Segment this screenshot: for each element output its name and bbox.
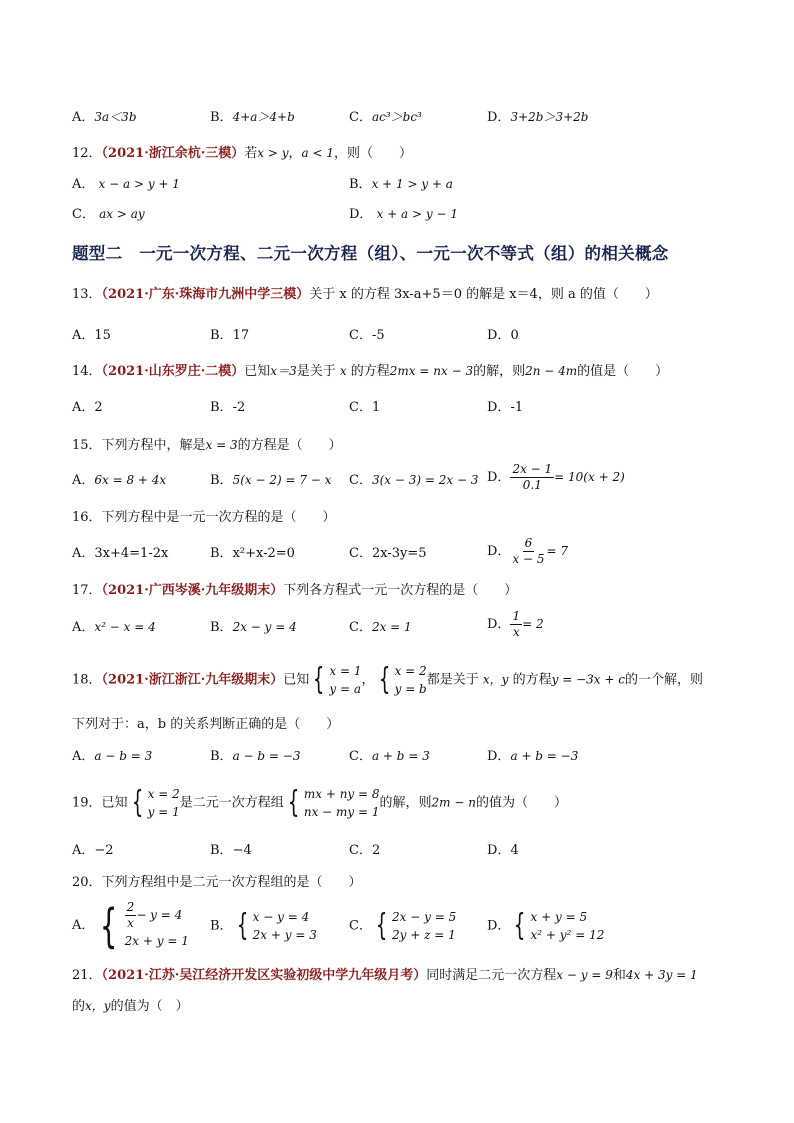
math-expr: x − y = 9: [556, 968, 613, 982]
equation-system: [375, 662, 427, 698]
q20-option-b[interactable]: [210, 908, 317, 944]
option-text: 6x = 8 + 4x: [94, 473, 167, 487]
question-number: 16．: [72, 510, 102, 525]
option-text: 5(x − 2) = 7 − x: [232, 473, 332, 487]
brace: {: [313, 662, 325, 697]
stem-text: 的值为（ ）: [110, 999, 189, 1014]
stem-text: 同时满足二元一次方程: [426, 968, 557, 983]
q12-option-d[interactable]: [349, 204, 458, 225]
option-text: ax > ay: [99, 207, 145, 221]
stem-text: 下列方程中是一元一次方程的是（ ）: [101, 510, 336, 525]
q19-option-d[interactable]: [487, 841, 519, 861]
q21-stem: [72, 965, 698, 986]
system-row: x = 1: [329, 664, 362, 678]
q16-option-d[interactable]: [487, 536, 568, 567]
fraction-numerator: 1: [512, 609, 521, 623]
stem-text: 已知: [101, 795, 128, 811]
stem-text: 下列方程组中是二元一次方程组的是（ ）: [101, 875, 362, 890]
option-label: D．: [487, 843, 511, 858]
option-label: C．: [349, 473, 372, 488]
q19-option-a[interactable]: [72, 841, 114, 861]
option-text: 2x-3y=5: [371, 546, 427, 561]
brace: {: [287, 785, 300, 820]
option-text: a − b = 3: [94, 749, 153, 763]
section-title: 题型二 一元一次方程、二元一次方程（组）、一元一次不等式（组）的相关概念: [72, 244, 669, 263]
q19-option-b[interactable]: [210, 841, 252, 861]
q18-stem-line2: 下列对于：a，b 的关系判断正确的是（ ）: [72, 717, 340, 732]
system-row: y = a: [329, 682, 362, 696]
stem-text: ，: [361, 672, 375, 688]
q19-stem: [72, 785, 567, 821]
q18-option-c[interactable]: [349, 746, 430, 767]
system-row: 2x + y = 1: [124, 934, 189, 948]
q13-option-a[interactable]: [72, 326, 111, 346]
q16-option-c[interactable]: [349, 544, 427, 564]
brace: {: [131, 785, 143, 820]
fraction: [510, 609, 522, 640]
option-label: D．: [487, 544, 511, 559]
option-label: D．: [487, 617, 511, 632]
q14-option-b[interactable]: [210, 398, 245, 418]
option-text: 2x = 1: [371, 620, 412, 634]
stem-text: 的方程: [350, 364, 390, 379]
brace: {: [100, 898, 118, 953]
option-label: A．: [72, 110, 95, 125]
question-number: 18．: [72, 672, 102, 688]
option-text: x + 1 > y + a: [371, 177, 453, 191]
option-label: A．: [72, 918, 95, 933]
option-text: 3x+4=1-2x: [94, 546, 169, 561]
q15-option-d[interactable]: [487, 462, 625, 493]
math-expr: y = −3x + c: [551, 672, 625, 687]
option-label: A．: [72, 546, 95, 561]
stem-text: 已知: [283, 672, 310, 688]
q18-option-d[interactable]: [487, 746, 578, 767]
equation-system: [284, 785, 380, 821]
question-number: 12．: [72, 146, 102, 161]
math-expr: x，y: [85, 999, 111, 1013]
option-label: A．: [72, 328, 95, 343]
q15-option-c[interactable]: [349, 470, 478, 491]
q15-stem: [72, 435, 342, 456]
q12-option-b[interactable]: [349, 174, 453, 195]
q12-stem: [72, 143, 412, 164]
stem-text: 已知: [244, 364, 271, 379]
option-text: 0: [510, 328, 519, 343]
fraction-numerator: 2: [126, 900, 135, 914]
q21-stem-line2: [72, 996, 189, 1017]
equation-system: [233, 908, 317, 944]
question-number: 19．: [72, 795, 102, 811]
option-label: A．: [72, 620, 95, 635]
option-label: B．: [210, 546, 233, 561]
option-label: A．: [72, 749, 95, 764]
math-expr: 4x + 3y = 1: [625, 968, 698, 982]
question-source: （2021·广西岑溪·九年级期末）: [101, 583, 284, 598]
option-text: a + b = 3: [371, 749, 430, 763]
question-source: （2021·江苏·吴江经济开发区实验初级中学九年级月考）: [101, 968, 427, 983]
option-text: x² − x = 4: [94, 620, 156, 634]
system-row: 2y + z = 1: [392, 928, 456, 942]
option-text: = 10(x + 2): [554, 470, 625, 484]
option-text: 2: [371, 843, 381, 858]
stem-text: 的解，则: [473, 364, 526, 379]
equation-system: [372, 908, 456, 944]
option-text: -2: [232, 400, 246, 415]
option-label: D．: [487, 328, 511, 343]
option-label: D．: [487, 470, 511, 485]
q16-option-b[interactable]: [210, 544, 295, 564]
question-source: （2021·山东罗庄·二模）: [101, 364, 245, 379]
option-label: C．: [349, 546, 372, 561]
system-row: x = 2: [394, 664, 427, 678]
system-row: x² + y² = 12: [530, 928, 605, 942]
option-text: 3a＜3b: [94, 110, 137, 124]
system-row: 2x + y = 3: [252, 928, 317, 942]
q14-stem: [72, 361, 668, 382]
q18-option-a[interactable]: [72, 746, 152, 767]
question-number: 20．: [72, 875, 102, 890]
math-expr: x，y: [482, 672, 509, 687]
option-text: 2: [94, 400, 103, 415]
fraction-denominator: x: [512, 625, 520, 639]
stem-text: 的解，则: [379, 795, 432, 811]
fraction-denominator: x: [127, 916, 134, 930]
option-label: B．: [210, 620, 233, 635]
option-text: 3(x − 3) = 2x − 3: [371, 473, 479, 487]
option-text: 15: [94, 328, 111, 343]
option-label: B．: [210, 400, 233, 415]
system-row: x = 2: [147, 787, 180, 801]
q14-option-d[interactable]: [487, 398, 523, 418]
option-label: D．: [487, 918, 511, 934]
option-label: B．: [210, 110, 233, 125]
option-label: B．: [210, 918, 233, 934]
system-row: [125, 900, 189, 931]
q13-option-d[interactable]: [487, 326, 519, 346]
stem-text: 和: [612, 968, 626, 983]
option-text: 1: [371, 400, 381, 415]
stem-text: 下列各方程式一元一次方程的是（ ）: [283, 583, 518, 598]
q17-option-a[interactable]: [72, 617, 156, 638]
option-text: -5: [371, 328, 385, 343]
fraction-numerator: 2x − 1: [512, 462, 553, 476]
option-label: B．: [210, 473, 233, 488]
option-text: 2x − y = 4: [232, 620, 297, 634]
stem-text: 下列方程中，解是: [101, 438, 206, 453]
equation-system: [309, 662, 361, 698]
option-text: x − a > y + 1: [98, 177, 180, 191]
q17-option-c[interactable]: [349, 617, 412, 638]
option-label: D．: [349, 207, 373, 222]
q17-option-d[interactable]: [487, 609, 544, 640]
stem-text: ，则（ ）: [334, 146, 413, 161]
equation-system: [128, 785, 180, 821]
stem-text: 的一个解，则: [624, 672, 703, 688]
stem-text: 的方程是（ ）: [237, 438, 342, 453]
q14-option-a[interactable]: [72, 398, 103, 418]
option-label: B．: [210, 749, 233, 764]
q16-option-a[interactable]: [72, 544, 168, 564]
system-row: x − y = 4: [252, 910, 310, 924]
q13-option-b[interactable]: [210, 326, 249, 346]
q15-option-b[interactable]: [210, 470, 331, 491]
option-label: A．: [72, 473, 95, 488]
system-row: mx + ny = 8: [303, 787, 380, 801]
math-expr: x＝3: [270, 364, 297, 378]
q13-stem: [72, 285, 658, 305]
q12-option-a[interactable]: [72, 174, 180, 195]
q11-option-b[interactable]: [210, 107, 295, 128]
stem-text: 是二元一次方程组: [179, 795, 284, 811]
option-text: x + a > y − 1: [376, 207, 458, 221]
q19-option-c[interactable]: [349, 841, 380, 861]
q20-stem: [72, 873, 362, 893]
equation-system: [94, 900, 188, 951]
math-expr: a < 1: [301, 146, 335, 160]
option-text: = 7: [546, 544, 569, 558]
option-label: C．: [349, 843, 372, 858]
option-label: A．: [72, 843, 95, 858]
option-text: a − b = −3: [232, 749, 301, 763]
option-label: B．: [210, 843, 233, 858]
option-label: C．: [349, 749, 372, 764]
option-label: C．: [349, 620, 372, 635]
option-label: C．: [349, 918, 372, 934]
fraction-denominator: 0.1: [522, 478, 542, 492]
stem-text: 若: [244, 146, 258, 161]
q11-option-d[interactable]: [487, 107, 588, 128]
option-text: = 2: [522, 617, 544, 631]
fraction-denominator: x − 5: [512, 552, 545, 566]
question-number: 13．: [72, 287, 102, 302]
q18-option-b[interactable]: [210, 746, 300, 767]
fraction-numerator: 6: [524, 536, 533, 550]
system-row: 2x − y = 5: [392, 910, 457, 924]
system-row: y = 1: [147, 805, 180, 819]
math-expr: x > y: [257, 146, 289, 160]
brace: {: [378, 662, 390, 697]
stem-text: 关于 x 的方程 3x-a+5＝0 的解是 x＝4，则 a 的值（ ）: [309, 287, 658, 302]
question-number: 15．: [72, 438, 102, 453]
stem-text: 是关于: [296, 364, 336, 379]
question-number: 21．: [72, 968, 102, 983]
q20-option-a[interactable]: [72, 900, 189, 951]
q16-stem: [72, 508, 336, 528]
q18-stem: [72, 662, 703, 698]
option-text: 3+2b＞3+2b: [510, 110, 589, 124]
option-label: D．: [487, 749, 511, 764]
option-text: -1: [510, 400, 524, 415]
fraction: [510, 462, 554, 493]
brace: {: [375, 908, 388, 943]
option-label: B．: [349, 177, 372, 192]
stem-text: ，: [288, 146, 302, 161]
option-text: 4: [510, 843, 519, 858]
brace: {: [514, 908, 526, 943]
option-label: B．: [210, 328, 233, 343]
stem-text: 的值为（ ）: [475, 795, 567, 811]
q14-option-c[interactable]: [349, 398, 380, 418]
system-row-text: − y = 4: [136, 908, 183, 922]
q20-option-c[interactable]: [349, 908, 456, 944]
option-text: x²+x-2=0: [232, 546, 295, 561]
math-expr: 2m − n: [431, 795, 476, 810]
fraction: [125, 900, 137, 931]
option-text: a + b = −3: [510, 749, 579, 763]
math-expr: 2n − 4m: [525, 364, 578, 378]
math-expr: x: [339, 364, 347, 378]
q13-option-c[interactable]: [349, 326, 385, 346]
option-label: C．: [72, 207, 95, 222]
option-label: A．: [72, 177, 95, 192]
option-text: −4: [232, 843, 252, 858]
option-text: −2: [94, 843, 114, 858]
q12-option-c[interactable]: [72, 204, 145, 225]
option-label: C．: [349, 400, 372, 415]
option-label: C．: [349, 110, 372, 125]
option-text: 17: [232, 328, 250, 343]
option-text: 4+a＞4+b: [232, 110, 295, 124]
option-label: A．: [72, 400, 95, 415]
brace: {: [236, 908, 248, 943]
system-row: y = b: [394, 682, 427, 696]
option-label: C．: [349, 328, 372, 343]
q17-stem: [72, 581, 517, 601]
q11-option-a[interactable]: [72, 107, 137, 128]
question-source: （2021·广东·珠海市九洲中学三模）: [101, 287, 310, 302]
math-expr: 2mx = nx − 3: [389, 364, 474, 378]
question-number: 14．: [72, 364, 102, 379]
system-row: x + y = 5: [530, 910, 588, 924]
option-label: D．: [487, 400, 511, 415]
stem-text: 的值是（ ）: [577, 364, 669, 379]
stem-text: 的: [72, 999, 86, 1014]
q17-option-b[interactable]: [210, 617, 297, 638]
question-number: 17．: [72, 583, 102, 598]
question-source: （2021·浙江浙江·九年级期末）: [101, 672, 284, 688]
stem-text: 都是关于: [426, 672, 479, 688]
question-source: （2021·浙江余杭·三模）: [101, 146, 245, 161]
option-label: D．: [487, 110, 511, 125]
math-expr: x = 3: [205, 438, 238, 452]
stem-text: 的方程: [512, 672, 552, 688]
fraction: [510, 536, 546, 567]
equation-system: [510, 908, 604, 944]
option-text: ac³＞bc³: [371, 110, 422, 124]
system-row: nx − my = 1: [303, 805, 380, 819]
q20-option-d[interactable]: [487, 908, 604, 944]
q11-option-c[interactable]: [349, 107, 422, 128]
q15-option-a[interactable]: [72, 470, 166, 491]
